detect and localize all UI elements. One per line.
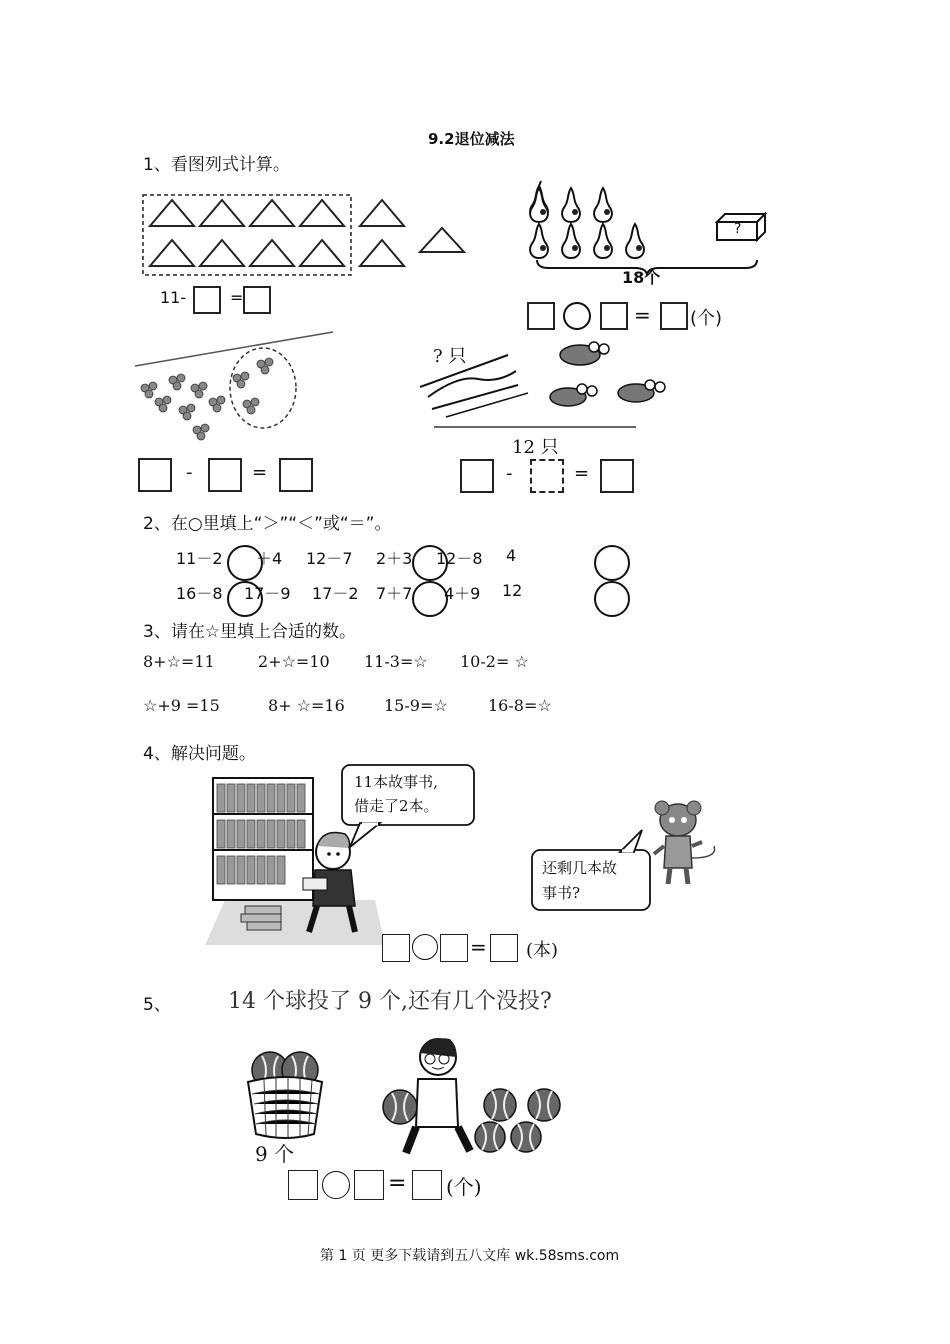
answer-box[interactable] — [412, 1170, 442, 1200]
answer-box[interactable] — [208, 458, 242, 492]
q3-expr: ☆+9 =15 — [143, 696, 220, 715]
bubble1-line1: 11本故事书, — [354, 773, 438, 791]
pears-total-label: 18个 — [622, 268, 661, 287]
box-question-mark: ? — [734, 221, 742, 237]
answer-box[interactable] — [243, 286, 271, 314]
answer-box[interactable] — [279, 458, 313, 492]
q3-expr: 15-9=☆ — [384, 696, 448, 715]
answer-box[interactable] — [490, 934, 518, 962]
boy-ball-figure — [378, 1035, 478, 1160]
q3-expr: 10-2= ☆ — [460, 652, 529, 671]
answer-box[interactable] — [354, 1170, 384, 1200]
basket-count-label: 9 个 — [255, 1142, 295, 1166]
q3-expr: 8+☆=11 — [143, 652, 215, 671]
equals-sign: = — [470, 935, 487, 959]
answer-box[interactable] — [440, 934, 468, 962]
flowers-figure — [133, 330, 343, 440]
q2-row1-expr: ＋4 — [256, 549, 283, 568]
operator-circle[interactable] — [412, 934, 438, 960]
page-title: 9.2退位减法 — [428, 130, 515, 148]
balls-figure — [470, 1085, 570, 1155]
answer-box[interactable] — [660, 302, 688, 330]
unit-label: (个) — [690, 308, 723, 329]
q2-row2-expr: 7＋7 — [376, 584, 413, 603]
answer-box[interactable] — [530, 459, 564, 493]
compare-circle[interactable] — [594, 581, 630, 617]
answer-box[interactable] — [527, 302, 555, 330]
q1-eq1-equals: = — [230, 288, 244, 307]
bubble2-line2: 事书? — [542, 884, 581, 902]
compare-circle[interactable] — [227, 581, 263, 617]
basket-figure — [242, 1048, 332, 1140]
q4-heading: 4、解决问题。 — [143, 744, 256, 764]
compare-circle[interactable] — [227, 545, 263, 581]
answer-box[interactable] — [460, 459, 494, 493]
equals-sign: = — [634, 303, 651, 327]
q2-row2-expr: 17－9 — [244, 584, 291, 603]
q5-question: 14 个球投了 9 个,还有几个没投? — [228, 989, 552, 1014]
q2-heading: 2、在○里填上“＞”“＜”或“＝”。 — [143, 514, 392, 534]
q2-row2-expr: 4＋9 — [444, 584, 481, 603]
frogs-question-label: ? 只 — [433, 346, 467, 367]
page-footer: 第 1 页 更多下载请到五八文库 wk.58sms.com — [320, 1248, 620, 1264]
q3-heading: 3、请在☆里填上合适的数。 — [143, 622, 357, 642]
q2-row1-expr: 4 — [506, 546, 517, 565]
bubble2-line1: 还剩几本故 — [542, 859, 618, 877]
q2-row1-expr: 2＋3 — [376, 549, 413, 568]
q2-row2-expr: 12 — [502, 581, 523, 600]
equals-sign: = — [574, 463, 590, 484]
q4-unit: (本) — [526, 940, 559, 961]
q5-number: 5、 — [143, 995, 171, 1015]
answer-box[interactable] — [138, 458, 172, 492]
q1-heading: 1、看图列式计算。 — [143, 155, 290, 175]
triangles-figure — [138, 190, 458, 280]
q3-expr: 8+ ☆=16 — [268, 696, 345, 715]
q3-expr: 2+☆=10 — [258, 652, 330, 671]
q2-row2-expr: 16－8 — [176, 584, 223, 603]
compare-circle[interactable] — [594, 545, 630, 581]
equals-sign: = — [252, 462, 268, 483]
q2-row2-expr: 17－2 — [312, 584, 359, 603]
compare-circle[interactable] — [412, 545, 448, 581]
q3-expr: 16-8=☆ — [488, 696, 552, 715]
answer-box[interactable] — [288, 1170, 318, 1200]
compare-circle[interactable] — [412, 581, 448, 617]
q2-row1-expr: 12－8 — [436, 549, 483, 568]
bubble1-line2: 借走了2本。 — [354, 797, 439, 815]
mouse-figure — [648, 798, 728, 888]
equals-sign: = — [388, 1171, 407, 1196]
answer-box[interactable] — [382, 934, 410, 962]
q1-eq1-left: 11- — [160, 288, 187, 307]
minus-sign: - — [186, 462, 193, 483]
answer-box[interactable] — [600, 302, 628, 330]
operator-circle[interactable] — [563, 302, 591, 330]
frogs-total-label: 12 只 — [512, 437, 559, 458]
q5-unit: (个) — [446, 1175, 482, 1199]
minus-sign: - — [506, 463, 513, 484]
q2-row1-expr: 12－7 — [306, 549, 353, 568]
q2-row1-expr: 11－2 — [176, 549, 223, 568]
q3-expr: 11-3=☆ — [364, 652, 428, 671]
operator-circle[interactable] — [322, 1171, 350, 1199]
answer-box[interactable] — [600, 459, 634, 493]
answer-box[interactable] — [193, 286, 221, 314]
